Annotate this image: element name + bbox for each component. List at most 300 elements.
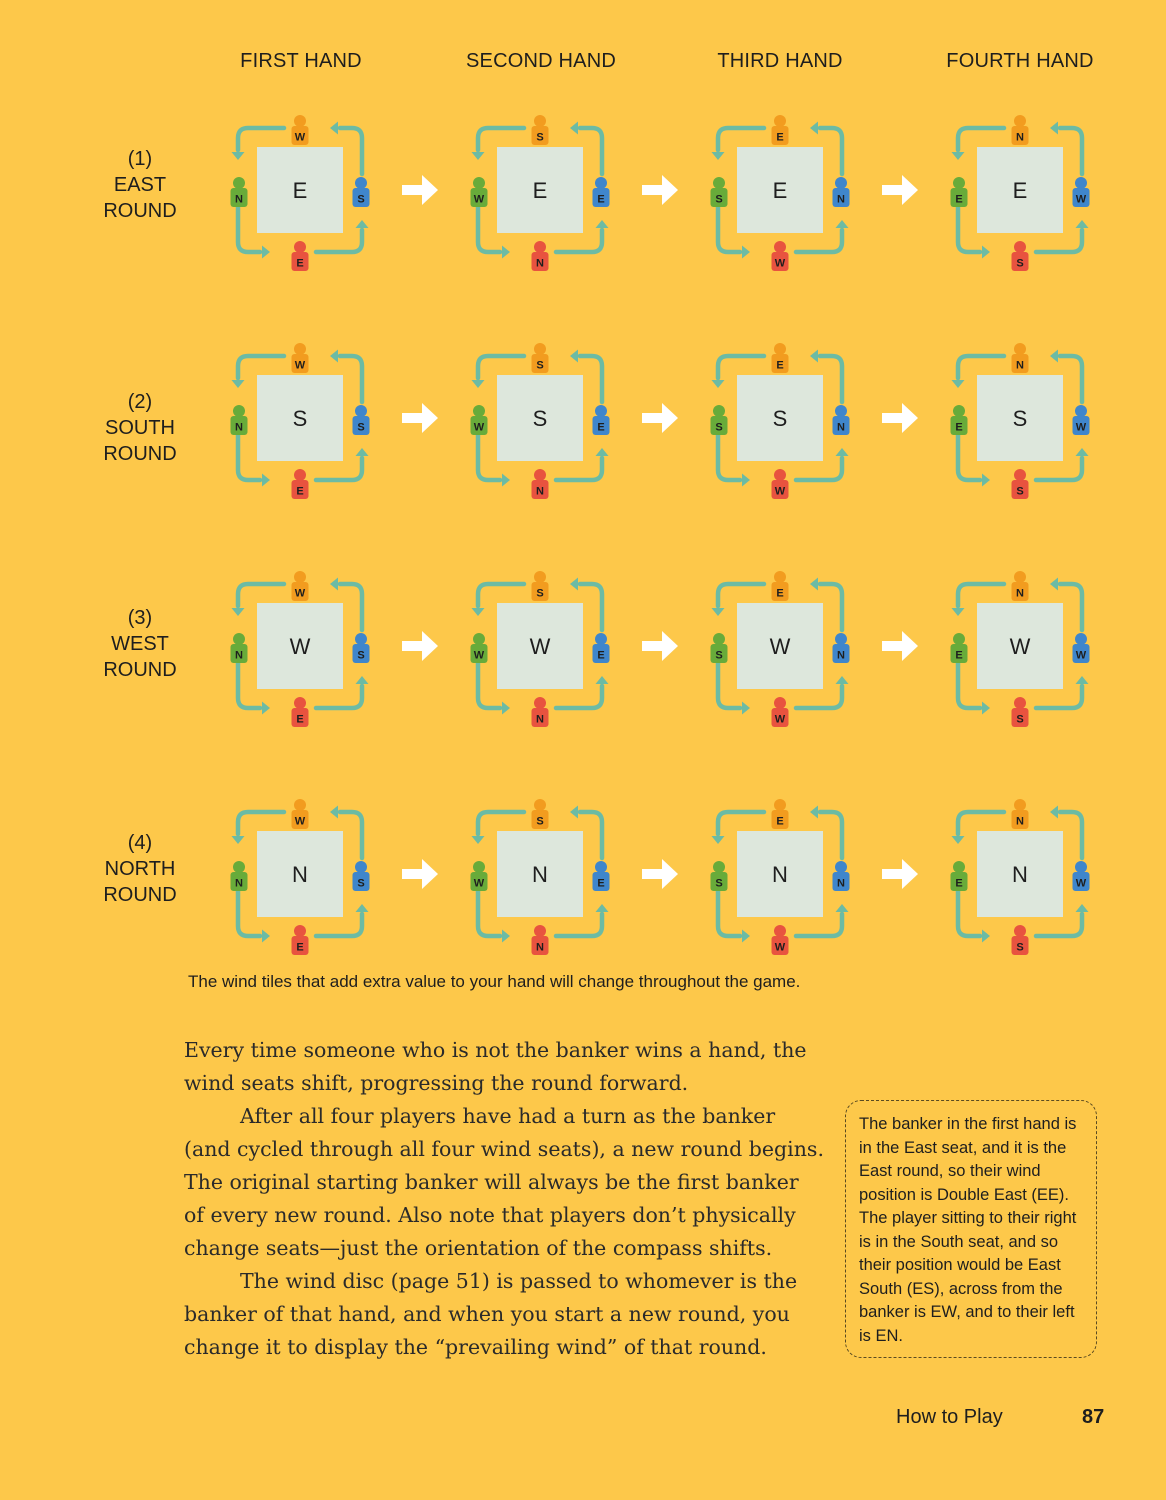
arrow-head (712, 380, 725, 388)
seat-wind-label: N (235, 649, 243, 662)
seat-wind-label: W (774, 941, 786, 954)
seat-wind-label: S (357, 193, 365, 206)
player-top (532, 115, 549, 145)
player-head (774, 469, 786, 481)
arrow-shaft (642, 869, 664, 879)
arrow-head (836, 904, 849, 912)
arrow-head (596, 220, 609, 228)
player-head (534, 343, 546, 355)
player-head (473, 861, 485, 873)
paragraph-3: The wind disc (page 51) is passed to whomever is the banker of that hand, and when you start a new round, you change it to display the “prevailing wind” of that round. (184, 1269, 798, 1359)
player-bottom (772, 925, 789, 955)
player-top (292, 343, 309, 373)
player-head (835, 633, 847, 645)
hand-diagram (471, 571, 610, 727)
seat-wind-label: S (536, 359, 544, 372)
arrow-head (810, 806, 818, 819)
player-right (1073, 861, 1090, 891)
next-hand-arrow (882, 403, 918, 433)
player-left (711, 633, 728, 663)
player-top (1012, 799, 1029, 829)
player-head (1014, 571, 1026, 583)
seat-wind-label: S (357, 649, 365, 662)
seat-wind-label: N (837, 649, 845, 662)
seat-wind-label: S (1016, 941, 1024, 954)
rotation-arrow (478, 206, 500, 252)
seat-wind-label: W (774, 485, 786, 498)
rotation-arrow (1036, 686, 1082, 708)
arrow-head (902, 175, 918, 205)
seat-wind-label: W (774, 257, 786, 270)
next-hand-arrow (642, 859, 678, 889)
rotation-arrow (796, 458, 842, 480)
seat-wind-label: W (294, 815, 306, 828)
player-head (953, 861, 965, 873)
arrow-head (262, 702, 270, 715)
figure-caption: The wind tiles that add extra value to your hand will change throughout the game. (188, 972, 801, 991)
player-head (294, 115, 306, 127)
player-bottom (1012, 925, 1029, 955)
round-word: ROUND (103, 200, 177, 222)
arrow-head (330, 350, 338, 363)
seat-wind-label: W (473, 649, 485, 662)
arrow-head (1050, 350, 1058, 363)
arrow-head (1076, 220, 1089, 228)
footer-section-title: How to Play (896, 1406, 1003, 1428)
next-hand-arrow (642, 631, 678, 661)
player-top (292, 571, 309, 601)
prevailing-wind-label: N (532, 862, 548, 887)
player-right (353, 177, 370, 207)
rotation-arrow (340, 812, 362, 858)
player-head (534, 241, 546, 253)
player-head (1014, 697, 1026, 709)
seat-wind-label: W (473, 877, 485, 890)
arrow-head (356, 220, 369, 228)
page-number: 87 (1082, 1406, 1105, 1428)
seat-wind-label: E (597, 649, 605, 662)
player-head (595, 861, 607, 873)
player-head (835, 861, 847, 873)
player-head (355, 177, 367, 189)
player-left (711, 177, 728, 207)
player-head (595, 177, 607, 189)
player-head (355, 405, 367, 417)
player-right (593, 177, 610, 207)
hand-diagram (471, 115, 610, 271)
column-header-second-hand: SECOND HAND (466, 50, 616, 72)
player-top (772, 571, 789, 601)
arrow-head (502, 702, 510, 715)
player-head (774, 241, 786, 253)
seat-wind-label: N (1016, 359, 1024, 372)
arrow-head (742, 702, 750, 715)
rotation-arrow (796, 686, 842, 708)
player-head (355, 633, 367, 645)
arrow-head (810, 578, 818, 591)
seat-wind-label: S (715, 877, 723, 890)
player-head (473, 405, 485, 417)
player-top (772, 343, 789, 373)
player-left (951, 633, 968, 663)
rotation-arrow (820, 812, 842, 858)
arrow-head (810, 122, 818, 135)
player-head (534, 469, 546, 481)
arrow-head (232, 380, 245, 388)
seat-wind-label: S (715, 649, 723, 662)
player-head (953, 633, 965, 645)
player-head (1014, 925, 1026, 937)
arrow-head (330, 122, 338, 135)
column-header-first-hand: FIRST HAND (240, 50, 362, 72)
arrow-head (902, 403, 918, 433)
arrow-head (952, 152, 965, 160)
arrow-head (422, 859, 438, 889)
player-top (1012, 571, 1029, 601)
player-head (294, 697, 306, 709)
seat-wind-label: E (597, 877, 605, 890)
player-head (835, 177, 847, 189)
rotation-arrow (958, 812, 1004, 834)
rotation-arrow (238, 356, 284, 378)
rotation-arrow (820, 356, 842, 402)
rotation-arrow (718, 812, 764, 834)
player-left (711, 861, 728, 891)
arrow-shaft (642, 185, 664, 195)
hand-diagram (471, 343, 610, 499)
rotation-arrow (238, 890, 260, 936)
rotation-arrow (316, 914, 362, 936)
next-hand-arrow (402, 175, 438, 205)
hand-diagram (231, 571, 370, 727)
arrow-head (836, 676, 849, 684)
seat-wind-label: S (357, 421, 365, 434)
prevailing-wind-label: S (292, 406, 308, 431)
rotation-arrow (958, 206, 980, 252)
seat-wind-label: E (955, 193, 963, 206)
arrow-head (570, 122, 578, 135)
rotation-arrow (718, 356, 764, 378)
hand-diagram (471, 799, 610, 955)
player-bottom (772, 241, 789, 271)
arrow-head (356, 904, 369, 912)
prevailing-wind-label: E (772, 178, 788, 203)
player-right (1073, 177, 1090, 207)
player-head (953, 177, 965, 189)
player-left (231, 861, 248, 891)
seat-wind-label: E (296, 257, 304, 270)
player-right (353, 861, 370, 891)
player-bottom (292, 241, 309, 271)
arrow-shaft (402, 185, 424, 195)
seat-wind-label: S (1016, 257, 1024, 270)
player-head (294, 241, 306, 253)
player-head (774, 571, 786, 583)
player-left (711, 405, 728, 435)
player-head (233, 177, 245, 189)
hand-diagram (711, 343, 850, 499)
seat-wind-label: W (473, 421, 485, 434)
seat-wind-label: E (296, 941, 304, 954)
arrow-head (596, 904, 609, 912)
player-top (1012, 115, 1029, 145)
player-head (294, 469, 306, 481)
rotation-arrow (238, 812, 284, 834)
arrow-head (1050, 806, 1058, 819)
next-hand-arrow (642, 175, 678, 205)
player-top (772, 799, 789, 829)
paragraph-2: After all four players have had a turn as the banker (and cycled through all four wind seats), a new round begins. The original starting banker will always be the first banker of every new round. Also note that players don’t physically change seats—just the orientation of the compass shifts. (184, 1104, 824, 1260)
player-right (593, 861, 610, 891)
arrow-head (836, 220, 849, 228)
rotation-arrow (580, 128, 602, 174)
prevailing-wind-label: W (529, 634, 551, 659)
rotation-arrow (580, 356, 602, 402)
arrow-head (712, 152, 725, 160)
hand-diagram (711, 571, 850, 727)
seat-wind-label: E (597, 421, 605, 434)
hand-diagram (231, 343, 370, 499)
player-right (1073, 405, 1090, 435)
player-head (1014, 343, 1026, 355)
rotation-arrow (316, 686, 362, 708)
rotation-arrow (478, 356, 524, 378)
round-word: ROUND (103, 443, 177, 465)
seat-wind-label: E (597, 193, 605, 206)
arrow-head (356, 448, 369, 456)
player-right (833, 177, 850, 207)
arrow-head (422, 403, 438, 433)
rotation-arrow (958, 128, 1004, 150)
player-left (951, 861, 968, 891)
arrow-head (232, 836, 245, 844)
prevailing-wind-label: W (289, 634, 311, 659)
arrow-head (982, 246, 990, 259)
next-hand-arrow (402, 631, 438, 661)
player-right (353, 405, 370, 435)
player-left (471, 405, 488, 435)
player-head (1014, 241, 1026, 253)
seat-wind-label: S (357, 877, 365, 890)
seat-wind-label: W (294, 587, 306, 600)
seat-wind-label: S (715, 193, 723, 206)
round-number: (3) (127, 607, 153, 629)
rotation-arrow (580, 584, 602, 630)
seat-wind-label: E (776, 131, 784, 144)
arrow-head (742, 474, 750, 487)
arrow-head (662, 175, 678, 205)
arrow-head (836, 448, 849, 456)
round-name: NORTH (104, 858, 176, 880)
round-word: ROUND (103, 659, 177, 681)
seat-wind-label: W (294, 359, 306, 372)
player-head (534, 697, 546, 709)
player-bottom (1012, 469, 1029, 499)
rotation-arrow (1060, 812, 1082, 858)
column-header-third-hand: THIRD HAND (717, 50, 843, 72)
player-head (534, 925, 546, 937)
round-name: EAST (113, 174, 167, 196)
rotation-arrow (478, 812, 524, 834)
round-name: SOUTH (105, 417, 175, 439)
player-left (951, 405, 968, 435)
next-hand-arrow (882, 631, 918, 661)
player-bottom (532, 925, 549, 955)
arrow-head (742, 930, 750, 943)
hand-diagram (951, 343, 1090, 499)
player-head (713, 177, 725, 189)
next-hand-arrow (882, 175, 918, 205)
player-left (471, 633, 488, 663)
player-head (835, 405, 847, 417)
rotation-arrow (556, 686, 602, 708)
hand-diagram (231, 115, 370, 271)
rotation-arrow (238, 434, 260, 480)
arrow-shaft (882, 869, 904, 879)
rotation-arrow (796, 230, 842, 252)
rotation-arrow (718, 662, 740, 708)
arrow-head (1076, 676, 1089, 684)
arrow-shaft (642, 413, 664, 423)
arrow-shaft (402, 413, 424, 423)
seat-wind-label: W (1075, 877, 1087, 890)
rotation-arrow (340, 356, 362, 402)
arrow-head (1050, 578, 1058, 591)
player-bottom (532, 697, 549, 727)
arrow-head (262, 930, 270, 943)
prevailing-wind-label: N (1012, 862, 1028, 887)
player-head (294, 571, 306, 583)
player-bottom (1012, 241, 1029, 271)
rotation-arrow (958, 356, 1004, 378)
player-top (532, 799, 549, 829)
seat-wind-label: N (536, 713, 544, 726)
seat-wind-label: N (837, 193, 845, 206)
player-head (713, 405, 725, 417)
seat-wind-label: N (1016, 587, 1024, 600)
rotation-arrow (1060, 356, 1082, 402)
arrow-shaft (402, 641, 424, 651)
rotation-arrow (1036, 458, 1082, 480)
seat-wind-label: W (473, 193, 485, 206)
player-head (1014, 115, 1026, 127)
player-right (833, 405, 850, 435)
player-head (595, 633, 607, 645)
next-hand-arrow (642, 403, 678, 433)
rotation-arrow (340, 584, 362, 630)
seat-wind-label: S (715, 421, 723, 434)
player-bottom (532, 241, 549, 271)
arrow-shaft (882, 185, 904, 195)
hand-diagram (951, 571, 1090, 727)
arrow-shaft (642, 641, 664, 651)
rotation-arrow (958, 434, 980, 480)
seat-wind-label: E (776, 359, 784, 372)
rotation-arrow (580, 812, 602, 858)
arrow-head (262, 246, 270, 259)
body-text (184, 1034, 824, 1364)
rotation-arrow (238, 128, 284, 150)
player-right (833, 633, 850, 663)
player-left (471, 177, 488, 207)
rotation-arrow (316, 230, 362, 252)
arrow-head (982, 702, 990, 715)
player-head (294, 343, 306, 355)
prevailing-wind-label: S (772, 406, 788, 431)
arrow-head (596, 676, 609, 684)
hand-diagram (711, 799, 850, 955)
rotation-arrow (340, 128, 362, 174)
rotation-arrow (478, 662, 500, 708)
seat-wind-label: E (776, 815, 784, 828)
player-left (471, 861, 488, 891)
prevailing-wind-label: E (532, 178, 548, 203)
player-top (292, 115, 309, 145)
player-head (713, 633, 725, 645)
arrow-head (502, 474, 510, 487)
arrow-shaft (402, 869, 424, 879)
arrow-head (502, 930, 510, 943)
seat-wind-label: W (1075, 193, 1087, 206)
rotation-arrow (958, 584, 1004, 606)
rotation-arrow (958, 662, 980, 708)
arrow-head (472, 380, 485, 388)
player-top (772, 115, 789, 145)
arrow-head (570, 350, 578, 363)
round-name: WEST (111, 633, 169, 655)
rotation-arrow (556, 914, 602, 936)
seat-wind-label: N (1016, 131, 1024, 144)
arrow-head (662, 631, 678, 661)
player-bottom (292, 469, 309, 499)
rotation-arrow (718, 584, 764, 606)
arrow-head (902, 859, 918, 889)
player-head (1014, 469, 1026, 481)
rotation-arrow (718, 890, 740, 936)
arrow-head (712, 836, 725, 844)
arrow-head (1050, 122, 1058, 135)
arrow-head (712, 608, 725, 616)
player-head (595, 405, 607, 417)
rotation-arrow (478, 128, 524, 150)
player-head (534, 571, 546, 583)
sidebar-note: The banker in the first hand is in the East seat, and it is the East round, so their wind position is Double East (EE). The player sitting to their right is in the South seat, and so their position would be East South (ES), across from the banker is EW, and to their left is EN. (845, 1100, 1097, 1358)
seat-wind-label: N (235, 193, 243, 206)
player-head (534, 799, 546, 811)
player-right (1073, 633, 1090, 663)
seat-wind-label: S (1016, 713, 1024, 726)
seat-wind-label: W (1075, 649, 1087, 662)
player-head (1075, 861, 1087, 873)
arrow-head (662, 403, 678, 433)
arrow-head (810, 350, 818, 363)
arrow-head (422, 175, 438, 205)
rotation-arrow (238, 206, 260, 252)
arrow-head (262, 474, 270, 487)
prevailing-wind-label: E (1012, 178, 1028, 203)
rotation-arrow (820, 584, 842, 630)
rotation-arrow (238, 584, 284, 606)
seat-wind-label: E (955, 877, 963, 890)
prevailing-wind-label: S (532, 406, 548, 431)
player-head (774, 925, 786, 937)
player-left (231, 177, 248, 207)
arrow-head (502, 246, 510, 259)
arrow-head (742, 246, 750, 259)
prevailing-wind-label: W (769, 634, 791, 659)
rotation-arrow (796, 914, 842, 936)
player-head (713, 861, 725, 873)
